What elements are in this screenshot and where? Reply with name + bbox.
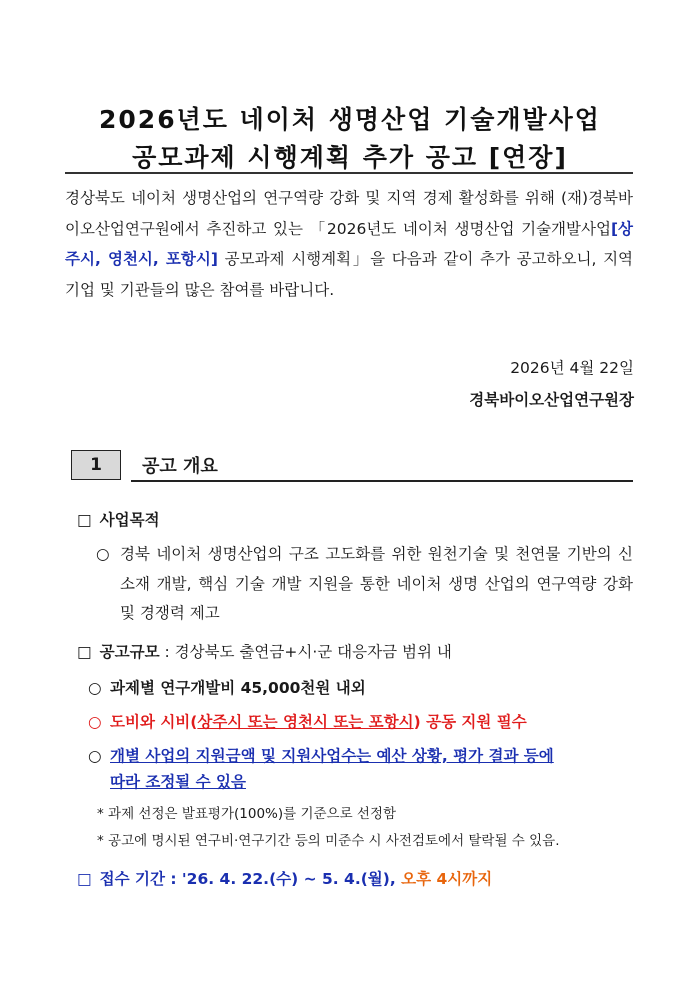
reception-period-text: 접수 기간 : '26. 4. 22.(수) ~ 5. 4.(월), [99,870,402,888]
circle-bullet-icon: ○ [96,545,110,563]
scale-heading-label: 공고규모 [99,643,160,661]
scale-item-funding-text-a: 도비와 시비( [110,713,198,731]
scale-item-adjust-cont [110,770,246,792]
intro-paragraph [65,183,633,305]
scale-item-funding [88,710,527,732]
document-title-line2: 공모과제 시행계획 추가 공고 [연장] [132,143,568,172]
document-title-line1: 2026년도 네이처 생명산업 기술개발사업 [99,105,601,134]
purpose-heading-label: 사업목적 [99,511,160,529]
reception-deadline-time: 오후 4시까지 [401,870,493,888]
scale-heading-rest: : 경상북도 출연금+시·군 대응자금 범위 내 [159,643,452,661]
checkbox-square-icon: □ [77,511,92,529]
note-disqualification: * 공고에 명시된 연구비·연구기간 등의 미준수 시 사전검토에서 탈락될 수 있음. [97,833,560,849]
note-selection: * 과제 선정은 발표평가(100%)를 기준으로 선정함 [97,806,397,822]
scale-item-adjust-line1: 개별 사업의 지원금액 및 지원사업수는 예산 상황, 평가 결과 등에 [110,747,554,765]
purpose-text: 경북 네이처 생명산업의 구조 고도화를 위한 원천기술 및 천연물 기반의 신소재 개발, 핵심 기술 개발 지원을 통한 네이처 생명 산업의 연구역량 강화 및 경쟁력 제고 [120,545,633,622]
circle-bullet-icon: ○ [88,747,102,765]
announcement-date: 2026년 4월 22일 [510,359,634,377]
scale-item-funding-text-c: ) 공동 지원 필수 [413,713,527,731]
scale-item-budget [88,676,366,698]
scale-item-adjust-line2: 따라 조정될 수 있음 [110,773,246,791]
intro-highlight-cities: [상주시, 영천시, 포항시] [65,219,633,268]
circle-bullet-icon: ○ [88,679,102,697]
circle-bullet-icon: ○ [88,713,102,731]
intro-text-part2: 공모과제 시행계획」을 다음과 같이 추가 공고하오니, 지역 기업 및 기관들의 많은 참여를 바랍니다. [65,250,634,299]
issuing-organization: 경북바이오산업연구원장 [469,391,634,409]
purpose-bullet [96,540,633,629]
title-divider [65,172,633,174]
section-underline [131,480,633,482]
purpose-heading [77,508,160,530]
reception-period [77,867,492,889]
checkbox-square-icon: □ [77,643,92,661]
scale-item-budget-text: 과제별 연구개발비 45,000천원 내외 [110,679,366,697]
scale-item-funding-cities: 상주시 또는 영천시 또는 포항시 [197,713,414,731]
section-title: 공고 개요 [142,456,218,477]
intro-text-part1: 경상북도 네이처 생명산업의 연구역량 강화 및 지역 경제 활성화를 위해 (재)경북바이오산업연구원에서 추진하고 있는 「2026년도 네이처 생명산업 기술개발사업 [65,189,633,238]
scale-heading [77,640,452,662]
checkbox-square-icon: □ [77,870,92,888]
scale-item-adjust [88,744,554,766]
section-number-box: 1 [71,450,121,480]
